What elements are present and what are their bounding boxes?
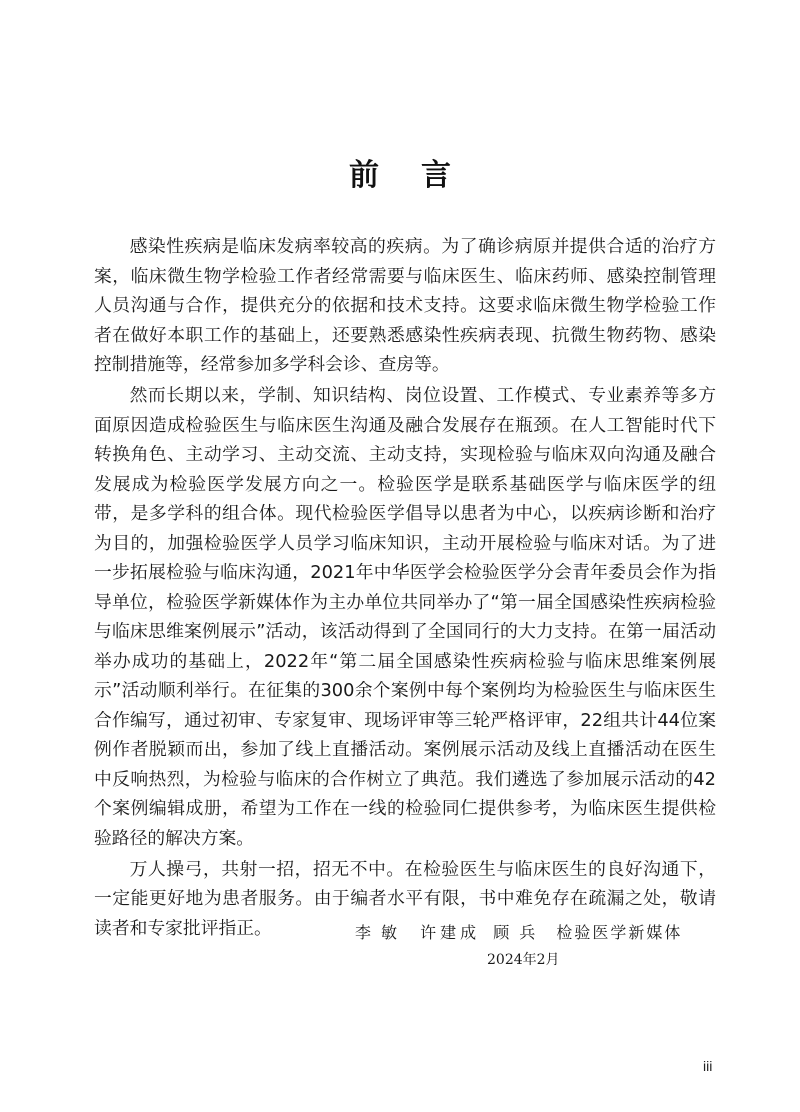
author-signature: [355, 922, 695, 944]
author-name: 顾兵: [493, 923, 546, 942]
signature-date: 2024年2月: [487, 952, 560, 968]
page-title: 前言: [349, 158, 493, 193]
author-name: 李敏: [355, 923, 408, 942]
paragraph-3: 万人操弓，共射一招，招无不中。在检验医生与临床医生的良好沟通下，一定能更好地为患者服务。由于编者水平有限，书中难免存在疏漏之处，敬请读者和专家批评指正。: [94, 858, 716, 939]
author-organization: 检验医学新媒体: [556, 923, 683, 942]
author-name: 许建成: [420, 923, 481, 942]
preface-body: [94, 232, 716, 943]
paragraph-1: 感染性疾病是临床发病率较高的疾病。为了确诊病原并提供合适的治疗方案，临床微生物学检验工作者经常需要与临床医生、临床药师、感染控制管理人员沟通与合作，提供充分的依据和技术支持。这要求临床微生物学检验工作者在做好本职工作的基础上，还要熟悉感染性疾病表现、抗微生物药物、感染控制措施等，经常参加多学科会诊、查房等。: [94, 236, 716, 375]
paragraph-2: 然而长期以来，学制、知识结构、岗位设置、工作模式、专业素养等多方面原因造成检验医生与临床医生沟通及融合发展存在瓶颈。在人工智能时代下转换角色、主动学习、主动交流、主动支持，实现检验与临床双向沟通及融合发展成为检验医学发展方向之一。检验医学是联系基础医学与临床医学的纽带，是多学科的组合体。现代检验医学倡导以患者为中心，以疾病诊断和治疗为目的，加强检验医学人员学习临床知识，主动开展检验与临床对话。为了进一步拓展检验与临床沟通，2021年中华医学会检验医学分会青年委员会作为指导单位，检验医学新媒体作为主办单位共同举办了“第一届全国感染性疾病检验与临床思维案例展示”活动，该活动得到了全国同行的大力支持。在第一届活动举办成功的基础上，2022年“第二届全国感染性疾病检验与临床思维案例展示”活动顺利举行。在征集的300余个案例中每个案例均为检验医生与临床医生合作编写，通过初审、专家复审、现场评审等三轮严格评审，22组共计44位案例作者脱颖而出，参加了线上直播活动。案例展示活动及线上直播活动在医生中反响热烈，为检验与临床的合作树立了典范。我们遴选了参加展示活动的42个案例编辑成册，希望为工作在一线的检验同仁提供参考，为临床医生提供检验路径的解决方案。: [94, 385, 716, 849]
page-number: iii: [703, 1058, 713, 1074]
